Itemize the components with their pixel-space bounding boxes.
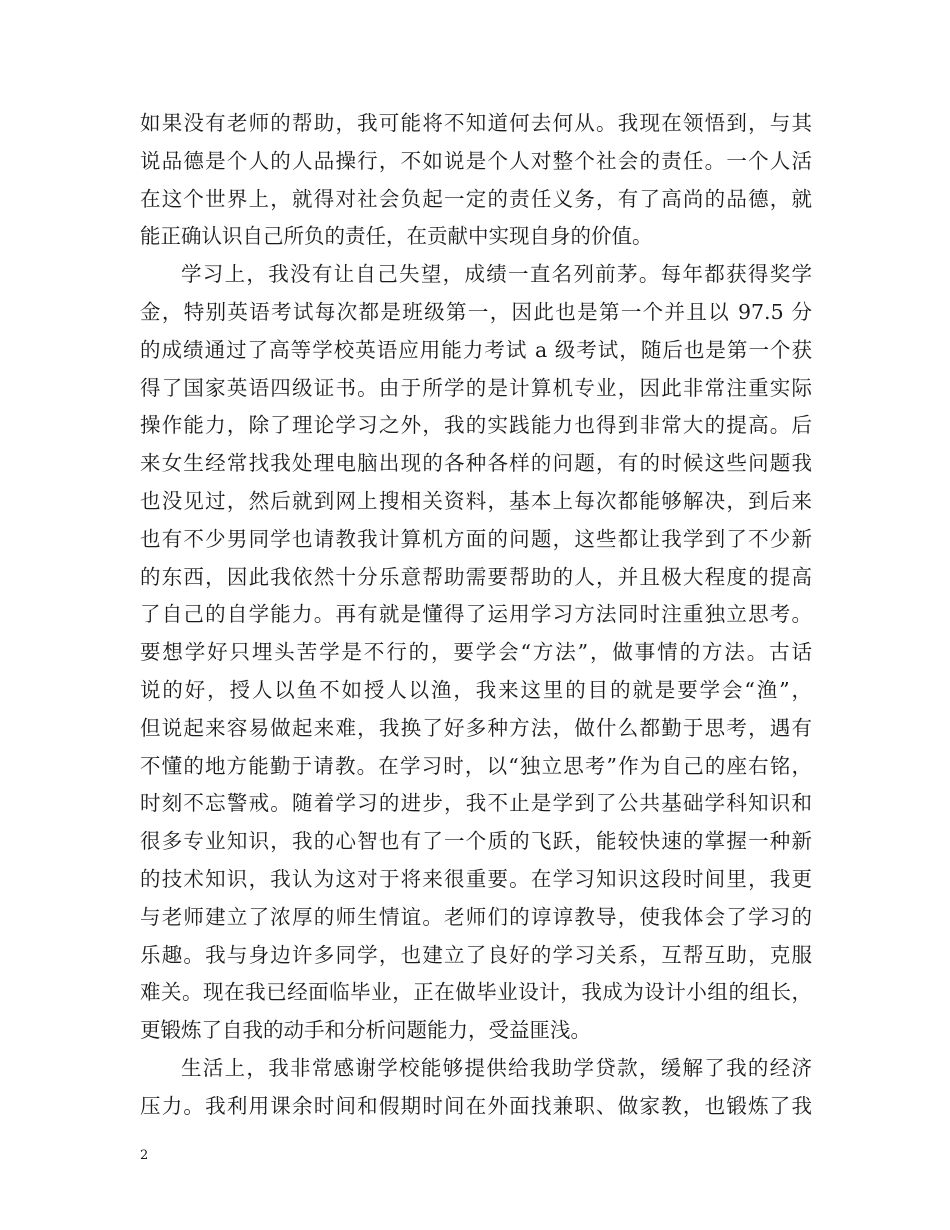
text-line: 来女生经常找我处理电脑出现的各种各样的问题，有的时候这些问题我 — [140, 451, 812, 476]
text-line: 更锻炼了自我的动手和分析问题能力，受益匪浅。 — [140, 1018, 591, 1043]
text-line: 也有不少男同学也请教我计算机方面的问题，这些都让我学到了不少新 — [140, 526, 812, 551]
text-line: 能正确认识自己所负的责任，在贡献中实现自身的价值。 — [140, 224, 653, 249]
text-line: 操作能力，除了理论学习之外，我的实践能力也得到非常大的提高。后 — [140, 413, 812, 438]
text-line: 也没见过，然后就到网上搜相关资料，基本上每次都能够解决，到后来 — [140, 488, 812, 513]
text-line: 的东西，因此我依然十分乐意帮助需要帮助的人，并且极大程度的提高 — [140, 564, 812, 589]
text-line: 很多专业知识，我的心智也有了一个质的飞跃，能较快速的掌握一种新 — [140, 829, 812, 854]
page-number: 2 — [140, 1148, 149, 1163]
text-line: 生活上，我非常感谢学校能够提供给我助学贷款，缓解了我的经济 — [181, 1055, 812, 1080]
text-line: 说的好，授人以鱼不如授人以渔，我来这里的目的就是要学会“渔”， — [140, 677, 812, 702]
text-line: 不懂的地方能勤于请教。在学习时，以“独立思考”作为自己的座右铭， — [140, 753, 812, 778]
text-line: 金，特别英语考试每次都是班级第一，因此也是第一个并且以 97.5 分 — [140, 299, 812, 324]
text-line: 的成绩通过了高等学校英语应用能力考试 a 级考试，随后也是第一个获 — [140, 337, 812, 362]
text-line: 与老师建立了浓厚的师生情谊。老师们的谆谆教导，使我体会了学习的 — [140, 904, 812, 929]
text-line: 要想学好只埋头苦学是不行的，要学会“方法”，做事情的方法。古话 — [140, 640, 812, 665]
text-line: 的技术知识，我认为这对于将来很重要。在学习知识这段时间里，我更 — [140, 866, 812, 891]
text-line: 得了国家英语四级证书。由于所学的是计算机专业，因此非常注重实际 — [140, 375, 812, 400]
body-text — [140, 105, 812, 1126]
text-line: 压力。我利用课余时间和假期时间在外面找兼职、做家教，也锻炼了我 — [140, 1093, 812, 1118]
text-line: 时刻不忘警戒。随着学习的进步，我不止是学到了公共基础学科知识和 — [140, 791, 812, 816]
text-line: 在这个世界上，就得对社会负起一定的责任义务，有了高尚的品德，就 — [140, 186, 812, 211]
text-line: 了自己的自学能力。再有就是懂得了运用学习方法同时注重独立思考。 — [140, 602, 812, 627]
text-line: 学习上，我没有让自己失望，成绩一直名列前茅。每年都获得奖学 — [181, 262, 812, 287]
text-line: 乐趣。我与身边许多同学，也建立了良好的学习关系，互帮互助，克服 — [140, 942, 812, 967]
text-line: 但说起来容易做起来难，我换了好多种方法，做什么都勤于思考，遇有 — [140, 715, 812, 740]
text-line: 说品德是个人的人品操行，不如说是个人对整个社会的责任。一个人活 — [140, 148, 812, 173]
text-line: 如果没有老师的帮助，我可能将不知道何去何从。我现在领悟到，与其 — [140, 111, 812, 135]
text-line: 难关。现在我已经面临毕业，正在做毕业设计，我成为设计小组的组长， — [140, 980, 812, 1005]
